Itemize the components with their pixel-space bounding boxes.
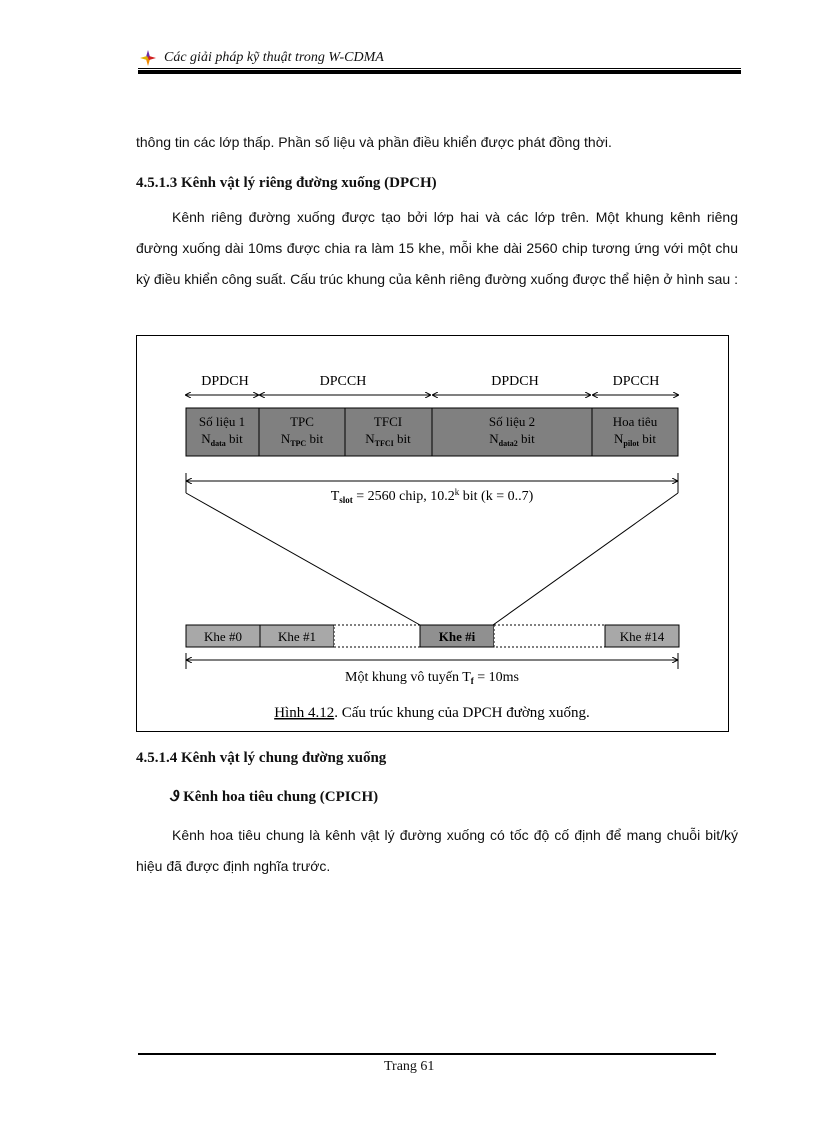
field-pilot-bits: $N_{pilot}$ bit <box>614 431 656 448</box>
section-4-5-1-3-paragraph: Kênh riêng đường xuống được tạo bởi lớp hai và các lớp trên. Một khung kênh riêng đường xuống dài 10ms được chia ra làm 15 khe, mỗi khe dài 2560 chip tương ứng với một chu kỳ điều khiển công suất. Cấu trúc khung của kênh riêng đường xuống được thể hiện ở hình sau : <box>136 209 738 287</box>
frame-slots <box>186 625 679 647</box>
cpich-heading: Kênh hoa tiêu chung (CPICH) <box>183 789 379 805</box>
field-data1-label: Số liệu 1 <box>198 414 246 429</box>
tslot-label: $T_{slot} = 2560$ chip, 10.2$^k$ bit (k = 0..7) <box>330 487 534 505</box>
slot-i-label: Khe #i <box>438 629 476 644</box>
field-data2-bits: $N_{data2}$ bit <box>489 431 535 448</box>
section-4-5-1-3-heading: 4.5.1.3 Kênh vật lý riêng đường xuống (DPCH) <box>136 175 437 191</box>
expand-line-right <box>493 493 678 625</box>
header-rule-thick <box>138 70 741 74</box>
footer-rule <box>138 1053 716 1055</box>
label-dpcch-1: DPCCH <box>319 374 367 389</box>
cpich-paragraph: Kênh hoa tiêu chung là kênh vật lý đường xuống có tốc độ cố định để mang chuỗi bit/ký hiệu đã được định nghĩa trước. <box>136 827 738 874</box>
slot-fields <box>186 408 678 456</box>
slot-0-label: Khe #0 <box>204 629 242 644</box>
section-4-5-1-4-heading: 4.5.1.4 Kênh vật lý chung đường xuống <box>136 750 387 766</box>
header-rule-thin <box>138 68 741 69</box>
label-dpcch-2: DPCCH <box>612 374 660 389</box>
figure-caption: Hình 4.12. Cấu trúc khung của DPCH đường xuống. <box>274 705 590 721</box>
slot-gap-2 <box>494 625 605 647</box>
field-tpc-label: TPC <box>290 414 314 429</box>
field-tfci-bits: $N_{TFCI}$ bit <box>365 431 411 448</box>
slot-14-label: Khe #14 <box>619 629 665 644</box>
field-pilot-label: Hoa tiêu <box>612 414 658 429</box>
bullet-icon: Ꮽ <box>170 789 180 805</box>
field-data1-bits: $N_{data}$ bit <box>201 431 243 448</box>
label-dpdch-1: DPDCH <box>201 374 249 389</box>
continuation-paragraph: thông tin các lớp thấp. Phần số liệu và phần điều khiển được phát đồng thời. <box>136 134 612 150</box>
slot-gap-1 <box>334 625 420 647</box>
cpich-heading-row <box>170 788 378 806</box>
field-tpc-bits: $N_{TPC}$ bit <box>280 431 324 448</box>
label-dpdch-2: DPDCH <box>491 374 539 389</box>
field-tfci-label: TFCI <box>373 414 403 429</box>
frame-label: Một khung vô tuyến $T_f = 10ms$ <box>345 670 519 686</box>
expand-line-left <box>186 493 420 625</box>
dpch-frame-diagram <box>136 335 729 732</box>
header-title: Các giải pháp kỹ thuật trong W-CDMA <box>164 50 384 65</box>
page-number: Trang 61 <box>384 1059 435 1074</box>
field-data2-label: Số liệu 2 <box>488 414 536 429</box>
slot-1-label: Khe #1 <box>278 629 316 644</box>
compass-star-icon <box>138 48 158 68</box>
